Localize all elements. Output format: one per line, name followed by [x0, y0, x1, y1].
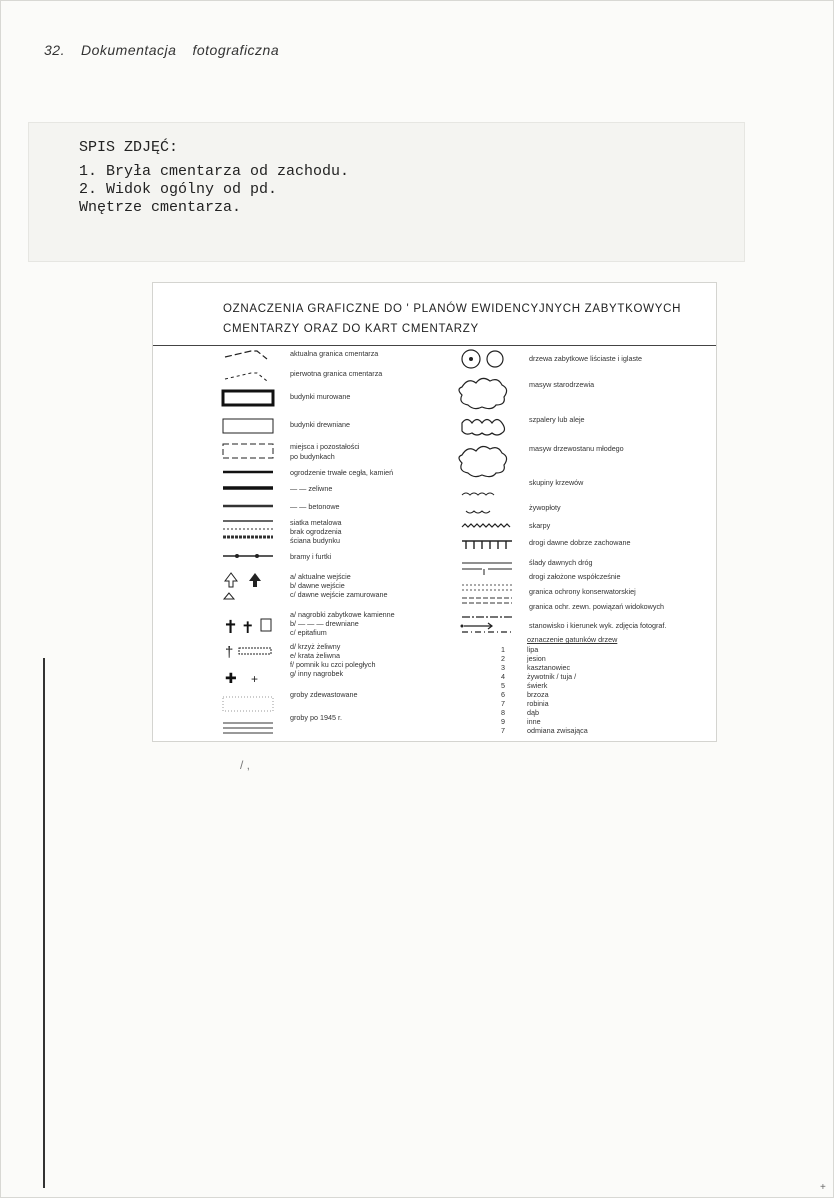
- legend-label: ogrodzenie trwałe cegła, kamień: [290, 468, 394, 477]
- deciduous-tree-symbol-dot: [469, 357, 473, 361]
- legend-label: skarpy: [529, 521, 551, 530]
- building-remains-symbol: [223, 444, 273, 458]
- current-entrance-symbol: [225, 573, 237, 587]
- legend-label: stanowisko i kierunek wyk. zdjęcia fotograf.: [529, 621, 667, 630]
- legend-label: budynki murowane: [290, 392, 351, 401]
- legend-label: drogi dawne dobrze zachowane: [529, 538, 631, 547]
- legend-label: masyw drzewostanu młodego: [529, 444, 624, 453]
- gate-post-symbol: [235, 554, 239, 558]
- species-name: żywotnik / tuja /: [527, 672, 577, 681]
- cast-iron-cross-symbol: †: [225, 644, 234, 661]
- legend-label: a/ aktualne wejście: [290, 572, 351, 581]
- legend-label: brak ogrodzenia: [290, 527, 342, 536]
- species-name: jesion: [527, 654, 546, 663]
- species-code: 8: [501, 708, 505, 717]
- symbol-legend: [152, 282, 717, 742]
- legend-label: masyw starodrzewia: [529, 380, 595, 389]
- photo-list-item: 1. Bryła cmentarza od zachodu.: [79, 163, 350, 180]
- photo-list-heading: SPIS ZDJĘĆ:: [79, 139, 179, 156]
- legend-label: granica ochr. zewn. powiązań widokowych: [529, 602, 665, 611]
- legend-label: bramy i furtki: [290, 552, 332, 561]
- legend-label: b/ dawne wejście: [290, 581, 345, 590]
- legend-label: aktualna granica cmentarza: [290, 349, 379, 358]
- old-stand-symbol: [459, 378, 507, 408]
- other-tombstone-symbol: +: [251, 672, 259, 686]
- species-code: 9: [501, 717, 505, 726]
- species-code: 7: [501, 699, 505, 708]
- legend-label: szpalery lub aleje: [529, 415, 585, 424]
- species-code: 5: [501, 681, 505, 690]
- species-name: inne: [527, 717, 541, 726]
- species-code: 6: [501, 690, 505, 699]
- corner-mark: +: [820, 1182, 826, 1193]
- species-name: odmiana zwisająca: [527, 726, 588, 735]
- war-memorial-symbol: ✚: [225, 670, 237, 686]
- preserved-road-symbol: [462, 563, 512, 575]
- tombstone-wooden-symbol: ✝: [241, 620, 255, 637]
- conifer-tree-symbol: [487, 351, 503, 367]
- species-code: 3: [501, 663, 505, 672]
- species-name: brzoza: [527, 690, 549, 699]
- original-boundary-symbol: [225, 373, 267, 381]
- iron-grating-symbol: [239, 648, 271, 654]
- epitaph-symbol: [261, 619, 271, 631]
- former-entrance-symbol: [249, 573, 261, 587]
- legend-label: e/ krata żeliwna: [290, 651, 340, 660]
- devastated-graves-symbol: [223, 697, 273, 711]
- young-stand-symbol: [459, 446, 507, 476]
- hedge-symbol: [462, 524, 510, 527]
- gate-post-symbol: [255, 554, 259, 558]
- section-title-text: Dokumentacja: [80, 42, 177, 58]
- legend-label: miejsca i pozostałości: [290, 442, 360, 451]
- legend-label: siatka metalowa: [290, 518, 342, 527]
- species-name: kasztanowiec: [527, 663, 571, 672]
- shrub-group-symbol: [462, 493, 494, 513]
- legend-label: c/ epitafium: [290, 628, 327, 637]
- species-name: świerk: [527, 681, 548, 690]
- wooden-building-symbol: [223, 419, 273, 433]
- legend-label: budynki drewniane: [290, 420, 350, 429]
- section-title: [44, 42, 295, 58]
- legend-label: drzewa zabytkowe liściaste i iglaste: [529, 354, 643, 363]
- legend-label: groby zdewastowane: [290, 690, 358, 699]
- species-heading: oznaczenie gatunków drzew: [527, 635, 618, 644]
- embankment-symbol: [462, 541, 512, 549]
- legend-label: ślady dawnych dróg: [529, 558, 593, 567]
- masonry-building-symbol: [223, 391, 273, 405]
- legend-title-line1: OZNACZENIA GRAFICZNE DO ' PLANÓW EWIDENCYJNYCH ZABYTKOWYCH: [223, 303, 682, 315]
- camera-position-symbol: [458, 620, 520, 632]
- legend-label: granica ochrony konserwatorskiej: [529, 587, 636, 596]
- bricked-entrance-symbol: [224, 593, 234, 599]
- legend-label: pierwotna granica cmentarza: [290, 369, 383, 378]
- stray-pen-mark: / ,: [240, 758, 251, 772]
- legend-label: drogi założone współcześnie: [529, 572, 621, 581]
- species-name: dąb: [527, 708, 539, 717]
- legend-label: — — betonowe: [290, 502, 340, 511]
- species-code: 4: [501, 672, 505, 681]
- legend-label: po budynkach: [290, 452, 335, 461]
- legend-label: b/ — — — drewniane: [290, 619, 359, 628]
- legend-label: — — zeliwne: [290, 484, 333, 493]
- photo-list-item: Wnętrze cmentarza.: [79, 199, 242, 216]
- photo-list-item: 2. Widok ogólny od pd.: [79, 181, 278, 198]
- species-code: 7: [501, 726, 505, 735]
- legend-label: skupiny krzewów: [529, 478, 584, 487]
- legend-title-line2: CMENTARZY ORAZ DO KART CMENTARZY: [223, 323, 479, 335]
- tombstone-stone-symbol: ✝: [223, 617, 239, 637]
- species-code: 1: [501, 645, 505, 654]
- photo-list-card: [28, 122, 745, 262]
- current-boundary-symbol: [225, 351, 267, 359]
- photo-list: [79, 163, 349, 217]
- legend-label: groby po 1945 r.: [290, 713, 342, 722]
- margin-line: [43, 658, 45, 1188]
- section-number: 32.: [44, 42, 65, 58]
- species-name: lipa: [527, 645, 539, 654]
- alley-symbol: [462, 420, 505, 436]
- legend-label: g/ inny nagrobek: [290, 669, 344, 678]
- legend-label: c/ dawne wejście zamurowane: [290, 590, 388, 599]
- species-code: 2: [501, 654, 505, 663]
- legend-label: d/ krzyż żeliwny: [290, 642, 341, 651]
- legend-label: a/ nagrobki zabytkowe kamienne: [290, 610, 395, 619]
- section-subtitle: fotograficzna: [192, 42, 280, 58]
- legend-title: [223, 299, 681, 339]
- left-symbols: [221, 345, 277, 785]
- legend-label: f/ pomnik ku czci poległych: [290, 660, 376, 669]
- right-symbols: [458, 345, 520, 645]
- legend-label: żywopłoty: [529, 503, 561, 512]
- species-name: robinia: [527, 699, 549, 708]
- legend-label: ściana budynku: [290, 536, 340, 545]
